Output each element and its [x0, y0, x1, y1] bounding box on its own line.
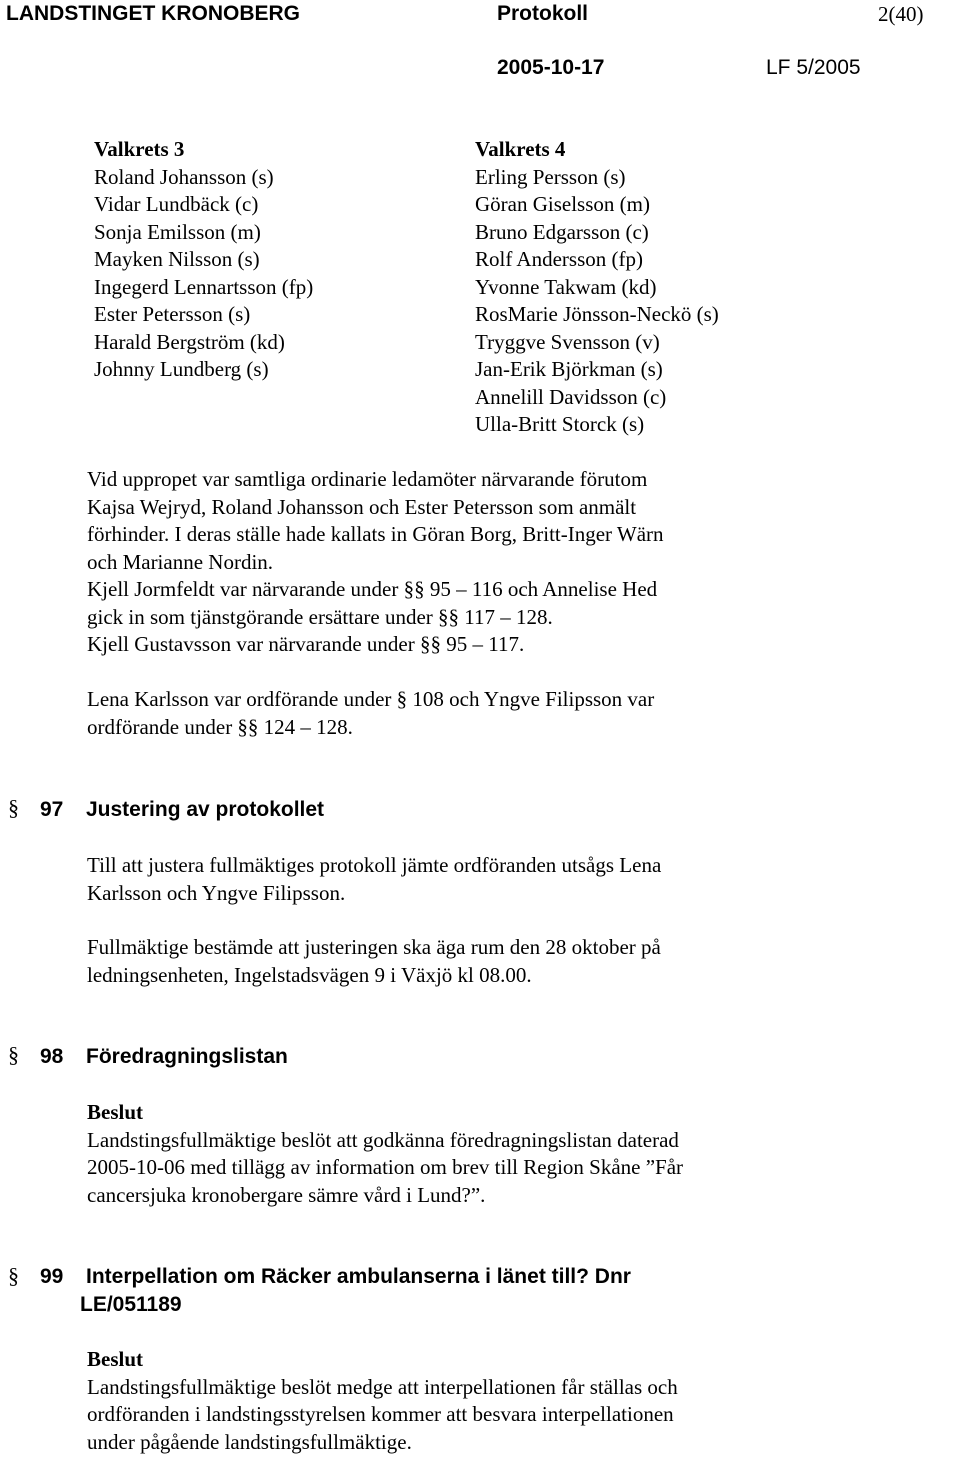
member: Jan-Erik Björkman (s) — [475, 357, 663, 381]
section-number: 98 — [40, 1045, 64, 1068]
district-3-list — [94, 136, 313, 384]
text-line: Till att justera fullmäktiges protokoll jämte ordföranden utsågs Lena — [87, 853, 662, 877]
member: Yvonne Takwam (kd) — [475, 274, 657, 299]
member: Bruno Edgarsson (c) — [475, 219, 649, 244]
member: Ester Petersson (s) — [94, 302, 251, 326]
text-line: Landstingsfullmäktige beslöt att godkänna föredragningslistan daterad — [87, 1127, 679, 1152]
member: Annelill Davidsson (c) — [475, 384, 667, 409]
section-number: 99 — [40, 1265, 64, 1288]
text-line: 2005-10-06 med tillägg av information om brev till Region Skåne ”Får — [87, 1155, 684, 1179]
text-line: och Marianne Nordin. — [87, 549, 274, 574]
doc-date: 2005-10-17 — [497, 56, 605, 79]
text-line: Kjell Jormfeldt var närvarande under §§ 95 – 116 och Annelise Hed — [87, 577, 658, 601]
section-number: 97 — [40, 798, 64, 821]
member: Tryggve Svensson (v) — [475, 329, 660, 354]
member: Harald Bergström (kd) — [94, 329, 285, 354]
text-line: Kajsa Wejryd, Roland Johansson och Ester Petersson som anmält — [87, 494, 637, 519]
section-mark: § — [8, 1042, 19, 1067]
text-line: Vid uppropet var samtliga ordinarie ledamöter närvarande förutom — [87, 467, 648, 491]
section-99-heading — [40, 1263, 631, 1319]
doc-ref: LF 5/2005 — [766, 56, 861, 79]
text-line: ledningsenheten, Ingelstadsvägen 9 i Växjö kl 08.00. — [87, 962, 532, 987]
section-97-heading — [40, 796, 324, 824]
section-98-body — [87, 1099, 877, 1209]
district-4-title: Valkrets 4 — [475, 137, 566, 161]
section-mark: § — [8, 1263, 19, 1288]
beslut-label: Beslut — [87, 1347, 144, 1371]
section-title-line: LE/051189 — [80, 1293, 182, 1316]
section-97-paragraph-1 — [87, 852, 877, 907]
text-line: ordföranden i landstingsstyrelsen kommer att besvara interpellationen — [87, 1402, 674, 1426]
section-title: Justering av protokollet — [86, 798, 325, 821]
text-line: Kjell Gustavsson var närvarande under §§ 95 – 117. — [87, 632, 525, 656]
beslut-label: Beslut — [87, 1100, 144, 1124]
member: Roland Johansson (s) — [94, 164, 274, 189]
text-line: ordförande under §§ 124 – 128. — [87, 714, 353, 739]
district-4-list — [475, 136, 719, 439]
section-title: Föredragningslistan — [86, 1045, 288, 1068]
member: RosMarie Jönsson-Neckö (s) — [475, 302, 719, 326]
member: Ulla-Britt Storck (s) — [475, 412, 645, 436]
member: Göran Giselsson (m) — [475, 192, 650, 216]
member: Sonja Emilsson (m) — [94, 219, 261, 244]
text-line: under pågående landstingsfullmäktige. — [87, 1429, 412, 1454]
text-line: Karlsson och Yngve Filipsson. — [87, 880, 346, 905]
section-99-body — [87, 1346, 877, 1456]
member: Mayken Nilsson (s) — [94, 247, 260, 271]
text-line: Landstingsfullmäktige beslöt medge att interpellationen får ställas och — [87, 1374, 678, 1399]
member: Erling Persson (s) — [475, 164, 626, 189]
text-line: Fullmäktige bestämde att justeringen ska äga rum den 28 oktober på — [87, 935, 661, 959]
attendance-paragraph — [87, 466, 877, 659]
text-line: förhinder. I deras ställe hade kallats in Göran Borg, Britt-Inger Wärn — [87, 522, 664, 546]
chair-paragraph — [87, 686, 877, 741]
text-line: cancersjuka kronobergare sämre vård i Lund?”. — [87, 1182, 486, 1207]
text-line: gick in som tjänstgörande ersättare under §§ 117 – 128. — [87, 604, 553, 629]
section-97-paragraph-2 — [87, 934, 877, 989]
district-3-title: Valkrets 3 — [94, 137, 185, 161]
text-line: Lena Karlsson var ordförande under § 108 och Yngve Filipsson var — [87, 687, 655, 711]
member: Rolf Andersson (fp) — [475, 247, 643, 271]
member: Johnny Lundberg (s) — [94, 357, 269, 381]
org-name: LANDSTINGET KRONOBERG — [6, 2, 300, 25]
doc-type: Protokoll — [497, 2, 589, 25]
section-mark: § — [8, 795, 19, 820]
member: Vidar Lundbäck (c) — [94, 192, 259, 216]
page-number: 2(40) — [878, 2, 924, 26]
section-title-line: Interpellation om Räcker ambulanserna i länet till? Dnr — [86, 1265, 631, 1288]
member: Ingegerd Lennartsson (fp) — [94, 274, 314, 299]
section-98-heading — [40, 1043, 288, 1071]
